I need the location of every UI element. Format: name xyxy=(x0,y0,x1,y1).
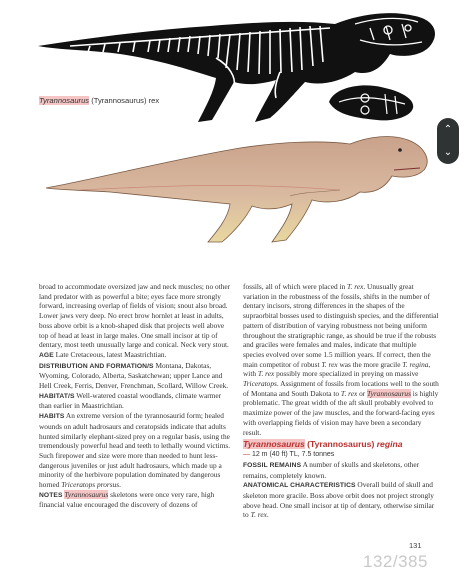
text-segment: or xyxy=(357,388,368,398)
illustration-caption xyxy=(39,96,159,105)
text-segment: possibly more specialized in preying on massive xyxy=(274,369,419,379)
species-ref: T. rex xyxy=(257,369,275,379)
size-bar: — xyxy=(243,451,250,459)
notes-genus-highlight: Tyrannosaurus xyxy=(64,489,109,499)
description-paragraph xyxy=(39,282,235,350)
fossil-label: FOSSIL REMAINS xyxy=(243,461,302,469)
text-segment: , with xyxy=(243,359,431,379)
species-ref: T. rex xyxy=(340,388,358,398)
anatomy-text: Overall build of skull and skeleton more gracile. Boss above orbit does not project strongly above head. One small incisor at tip of dentary, otherwise similar to xyxy=(243,480,435,520)
distribution-paragraph xyxy=(39,361,235,391)
caption-genus-highlight: Tyrannosaurus xyxy=(39,96,90,105)
habitat-label: HABITAT/S xyxy=(39,392,75,400)
species-heading-subgenus: (Tyrannosaurus) xyxy=(304,439,375,450)
species-size xyxy=(243,450,439,460)
fossil-text: A number of skulls and skeletons, other remains, completely known. xyxy=(243,459,420,480)
left-text-column xyxy=(39,282,235,510)
habitat-paragraph xyxy=(39,391,235,411)
distribution-text: Montana, Dakotas, Wyoming, Colorado, Alberta, Saskatchewan; upper Lance and Hell Creek, Ferris, Denver, Frenchman, Scollard, Willow Creek. xyxy=(39,360,229,391)
text-segment: is highly problematic. The great width of the aft skull probably evolved to maximize power of the jaw muscles, and the forward-facing eyes with overlapping fields of vision may have been a secondary result. xyxy=(243,388,439,437)
anatomy-end: . xyxy=(266,510,269,520)
notes-paragraph xyxy=(39,490,235,510)
text-segment: was the more gracile xyxy=(337,359,403,369)
habits-species: Triceratops prorsus xyxy=(61,480,120,490)
chevron-up-icon[interactable]: ⌃ xyxy=(443,123,453,135)
fossil-paragraph xyxy=(243,460,439,480)
text-segment: . Assignment of fossils from locations well to the south of Montana and South Dakota to xyxy=(243,379,439,398)
habits-end: . xyxy=(119,480,121,490)
notes-text: skeletons were once very rare, high financial value encouraged the discovery of dozens of xyxy=(39,489,215,510)
skull-detail-illustration xyxy=(325,80,417,124)
habitat-text: Well-watered coastal woodlands, climate warmer than earlier in Maastrichtian. xyxy=(39,390,222,411)
age-paragraph xyxy=(39,350,235,361)
species-ref: T. rex xyxy=(250,510,267,520)
scroll-control xyxy=(437,118,459,164)
page-counter: 132/385 xyxy=(363,552,428,571)
anatomy-paragraph xyxy=(243,480,439,520)
habits-paragraph xyxy=(39,411,235,490)
page-number: 131 xyxy=(409,541,422,550)
anatomy-label: ANATOMICAL CHARACTERISTICS xyxy=(243,482,356,490)
intro-text: broad to accommodate oversized jaw and neck muscles; no other land predator with as powerful a bite; eyes face more strongly forward, increasing overlap of fields of vision; snout also broad. Lower jaws very deep. No erect brow hornlet at least in adults, boss above orbit is a knob-shaped disk that projects well above top of head at least in large males. One small incisor at tip of dentary, most teeth unusually large and conical. Neck very stout. xyxy=(39,282,231,350)
habits-label: HABITS xyxy=(39,413,65,421)
text-segment: . Unusually great variation in the robustness of the fossils, shifts in the number of dentary incisors, strong differences in the shapes of the supraorbital bosses used to distinguish species, and the differential pattern of distribution of varying robustness not being uniform throughout the stratigraphic range, as should be true if the robusts and graciles were females and males, indicate that multiple species evolved over some 1.5 million years. If correct, then the main competitor of robust xyxy=(243,282,439,369)
restoration-illustration xyxy=(40,130,440,252)
distribution-label: DISTRIBUTION AND FORMATION/S xyxy=(39,362,154,370)
text-segment: fossils, all of which were placed in xyxy=(243,282,348,291)
species-heading-name: regina xyxy=(374,439,403,450)
size-text: 12 m (40 ft) TL, 7.5 tonnes xyxy=(250,451,335,459)
age-text: Late Cretaceous, latest Maastrichtian. xyxy=(53,349,167,359)
species-ref: T. regina xyxy=(402,359,429,369)
genus-highlight: Tyrannosaurus xyxy=(367,388,411,398)
right-text-column xyxy=(243,282,439,520)
chevron-down-icon[interactable]: ⌄ xyxy=(443,146,453,158)
habits-text: An extreme version of the tyrannosaurid form; healed wounds on adult hadrosaurs and ceratopsids indicate that adults hunted similarly elephant-sized prey on a regular basis, using the tremendously powerful head and teeth to lethally wound victims. Such firepower and size were more than needed to hunt less-dangerous juveniles or just adult hadrosaurs, which made up a minority of the herbivore population dominated by dangerous horned xyxy=(39,411,231,490)
notes-label: NOTES xyxy=(39,491,63,499)
continuation-paragraph xyxy=(243,282,439,437)
species-ref: T. rex xyxy=(321,359,338,369)
species-heading-genus: Tyrannosaurus xyxy=(243,439,305,450)
species-ref: Triceratops xyxy=(243,379,277,389)
caption-rest: (Tyrannosaurus) rex xyxy=(89,96,160,105)
species-heading xyxy=(243,439,439,450)
age-label: AGE xyxy=(39,351,54,359)
species-ref: T. rex xyxy=(347,282,364,291)
